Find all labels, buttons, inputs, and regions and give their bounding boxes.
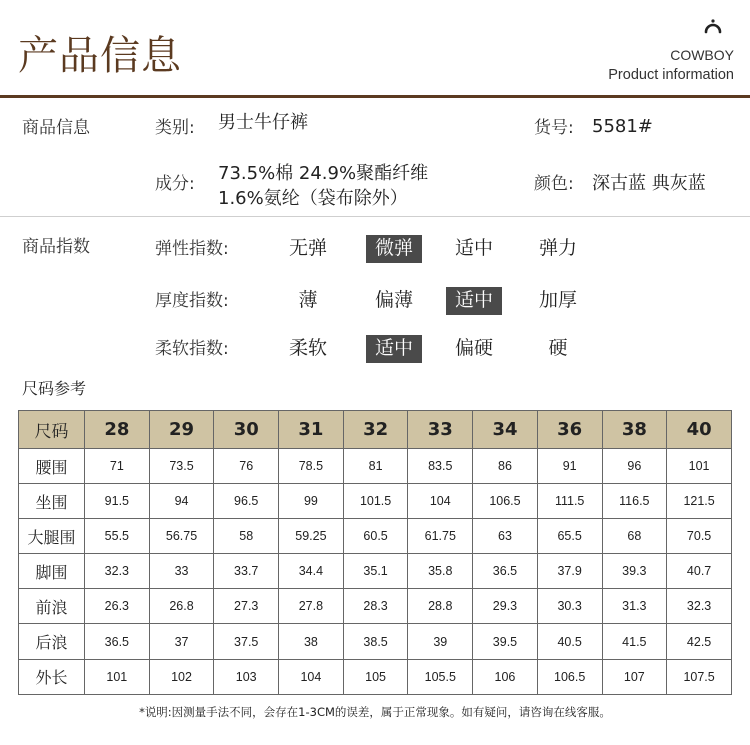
elasticity-option-none: 无弹 <box>288 237 327 259</box>
size-header-cell: 34 <box>473 411 538 449</box>
measurement-value-cell: 121.5 <box>667 484 732 519</box>
measurement-value-cell: 26.3 <box>85 589 150 624</box>
measurement-name-cell: 坐围 <box>19 484 85 519</box>
measurement-value-cell: 101 <box>85 659 150 694</box>
size-chart-heading: 尺码参考 <box>22 379 87 398</box>
measurement-value-cell: 91 <box>537 449 602 484</box>
measurement-value-cell: 101.5 <box>343 484 408 519</box>
measurement-value-cell: 59.25 <box>279 519 344 554</box>
measurement-value-cell: 73.5 <box>149 449 214 484</box>
product-info-section-label: 商品信息 <box>22 118 90 138</box>
size-header-row <box>19 411 732 449</box>
color-label: 颜色: <box>534 174 574 194</box>
item-number-label: 货号: <box>534 118 574 138</box>
thickness-option-slightly-thin: 偏薄 <box>374 289 413 311</box>
measurement-value-cell: 107 <box>602 659 667 694</box>
measurement-value-cell: 37.5 <box>214 624 279 659</box>
measurement-value-cell: 35.8 <box>408 554 473 589</box>
measurement-value-cell: 39.5 <box>473 624 538 659</box>
measurement-value-cell: 111.5 <box>537 484 602 519</box>
measurement-value-cell: 103 <box>214 659 279 694</box>
size-header-cell: 40 <box>667 411 732 449</box>
measurement-value-cell: 107.5 <box>667 659 732 694</box>
measurement-value-cell: 61.75 <box>408 519 473 554</box>
table-row <box>19 624 732 659</box>
table-row <box>19 519 732 554</box>
measurement-value-cell: 27.3 <box>214 589 279 624</box>
measurement-value-cell: 31.3 <box>602 589 667 624</box>
measurement-value-cell: 32.3 <box>85 554 150 589</box>
size-header-cell: 30 <box>214 411 279 449</box>
composition-line-1: 73.5%棉 24.9%聚酯纤维 <box>218 163 429 184</box>
measurement-value-cell: 58 <box>214 519 279 554</box>
page-subtitle: Product information <box>608 67 734 83</box>
measurement-value-cell: 99 <box>279 484 344 519</box>
measurement-value-cell: 96 <box>602 449 667 484</box>
measurement-name-cell: 大腿围 <box>19 519 85 554</box>
measurement-value-cell: 68 <box>602 519 667 554</box>
section-divider <box>0 216 750 217</box>
softness-option-slightly-hard: 偏硬 <box>454 337 493 359</box>
size-header-cell: 32 <box>343 411 408 449</box>
measurement-value-cell: 38.5 <box>343 624 408 659</box>
measurement-name-cell: 后浪 <box>19 624 85 659</box>
thickness-option-medium-selected: 适中 <box>446 287 502 315</box>
measurement-footnote: *说明:因测量手法不同，会存在1-3CM的误差，属于正常现象。如有疑问，请咨询在线客服。 <box>139 705 611 719</box>
measurement-value-cell: 104 <box>279 659 344 694</box>
measurement-value-cell: 30.3 <box>537 589 602 624</box>
category-value: 男士牛仔裤 <box>218 112 308 133</box>
softness-label: 柔软指数: <box>155 339 229 359</box>
measurement-value-cell: 105.5 <box>408 659 473 694</box>
measurement-value-cell: 36.5 <box>85 624 150 659</box>
measurement-value-cell: 60.5 <box>343 519 408 554</box>
measurement-value-cell: 81 <box>343 449 408 484</box>
measurement-value-cell: 33 <box>149 554 214 589</box>
size-header-cell: 36 <box>537 411 602 449</box>
measurement-value-cell: 102 <box>149 659 214 694</box>
size-header-cell: 29 <box>149 411 214 449</box>
measurement-value-cell: 33.7 <box>214 554 279 589</box>
measurement-name-cell: 脚围 <box>19 554 85 589</box>
composition-line-2: 1.6%氨纶（袋布除外） <box>218 188 408 209</box>
elasticity-option-stretch: 弹力 <box>538 237 577 259</box>
measurement-value-cell: 63 <box>473 519 538 554</box>
measurement-value-cell: 96.5 <box>214 484 279 519</box>
page-title: 产品信息 <box>18 33 182 79</box>
measurement-value-cell: 39.3 <box>602 554 667 589</box>
thickness-label: 厚度指数: <box>155 291 229 311</box>
measurement-value-cell: 116.5 <box>602 484 667 519</box>
table-row <box>19 589 732 624</box>
softness-option-soft: 柔软 <box>288 337 327 359</box>
index-section-label: 商品指数 <box>22 237 90 257</box>
size-header-cell: 28 <box>85 411 150 449</box>
measurement-value-cell: 106 <box>473 659 538 694</box>
size-header-cell: 38 <box>602 411 667 449</box>
measurement-value-cell: 27.8 <box>279 589 344 624</box>
measurement-name-cell: 腰围 <box>19 449 85 484</box>
measurement-value-cell: 37.9 <box>537 554 602 589</box>
item-number-value: 5581# <box>592 116 653 137</box>
elasticity-label: 弹性指数: <box>155 239 229 259</box>
measurement-value-cell: 42.5 <box>667 624 732 659</box>
measurement-value-cell: 70.5 <box>667 519 732 554</box>
measurement-value-cell: 28.8 <box>408 589 473 624</box>
measurement-value-cell: 106.5 <box>473 484 538 519</box>
color-value: 深古蓝 典灰蓝 <box>592 173 706 194</box>
measurement-value-cell: 91.5 <box>85 484 150 519</box>
measurement-value-cell: 29.3 <box>473 589 538 624</box>
size-chart-table <box>18 410 732 695</box>
table-row <box>19 449 732 484</box>
measurement-value-cell: 55.5 <box>85 519 150 554</box>
measurement-value-cell: 94 <box>149 484 214 519</box>
measurement-value-cell: 28.3 <box>343 589 408 624</box>
measurement-value-cell: 32.3 <box>667 589 732 624</box>
measurement-value-cell: 39 <box>408 624 473 659</box>
size-header-cell: 31 <box>279 411 344 449</box>
measurement-value-cell: 56.75 <box>149 519 214 554</box>
category-label: 类别: <box>155 118 195 138</box>
measurement-value-cell: 86 <box>473 449 538 484</box>
measurement-value-cell: 71 <box>85 449 150 484</box>
table-row <box>19 554 732 589</box>
size-header-cell: 33 <box>408 411 473 449</box>
measurement-value-cell: 78.5 <box>279 449 344 484</box>
thickness-option-thick: 加厚 <box>538 289 577 311</box>
measurement-value-cell: 101 <box>667 449 732 484</box>
table-row <box>19 659 732 694</box>
brand-name: COWBOY <box>670 47 734 63</box>
hanger-hook-icon <box>702 18 724 40</box>
softness-option-medium-selected: 适中 <box>366 335 422 363</box>
elasticity-option-slight-selected: 微弹 <box>366 235 422 263</box>
measurement-value-cell: 40.5 <box>537 624 602 659</box>
measurement-value-cell: 36.5 <box>473 554 538 589</box>
composition-label: 成分: <box>155 174 195 194</box>
measurement-value-cell: 40.7 <box>667 554 732 589</box>
size-corner-cell: 尺码 <box>19 411 85 449</box>
measurement-value-cell: 37 <box>149 624 214 659</box>
thickness-option-thin: 薄 <box>298 289 318 311</box>
measurement-name-cell: 前浪 <box>19 589 85 624</box>
softness-option-hard: 硬 <box>548 337 568 359</box>
measurement-value-cell: 105 <box>343 659 408 694</box>
measurement-value-cell: 83.5 <box>408 449 473 484</box>
measurement-value-cell: 104 <box>408 484 473 519</box>
measurement-name-cell: 外长 <box>19 659 85 694</box>
measurement-value-cell: 106.5 <box>537 659 602 694</box>
measurement-value-cell: 65.5 <box>537 519 602 554</box>
measurement-value-cell: 41.5 <box>602 624 667 659</box>
elasticity-option-medium: 适中 <box>454 237 493 259</box>
measurement-value-cell: 26.8 <box>149 589 214 624</box>
measurement-value-cell: 76 <box>214 449 279 484</box>
measurement-value-cell: 34.4 <box>279 554 344 589</box>
table-row <box>19 484 732 519</box>
measurement-value-cell: 38 <box>279 624 344 659</box>
measurement-value-cell: 35.1 <box>343 554 408 589</box>
header-divider <box>0 95 750 98</box>
